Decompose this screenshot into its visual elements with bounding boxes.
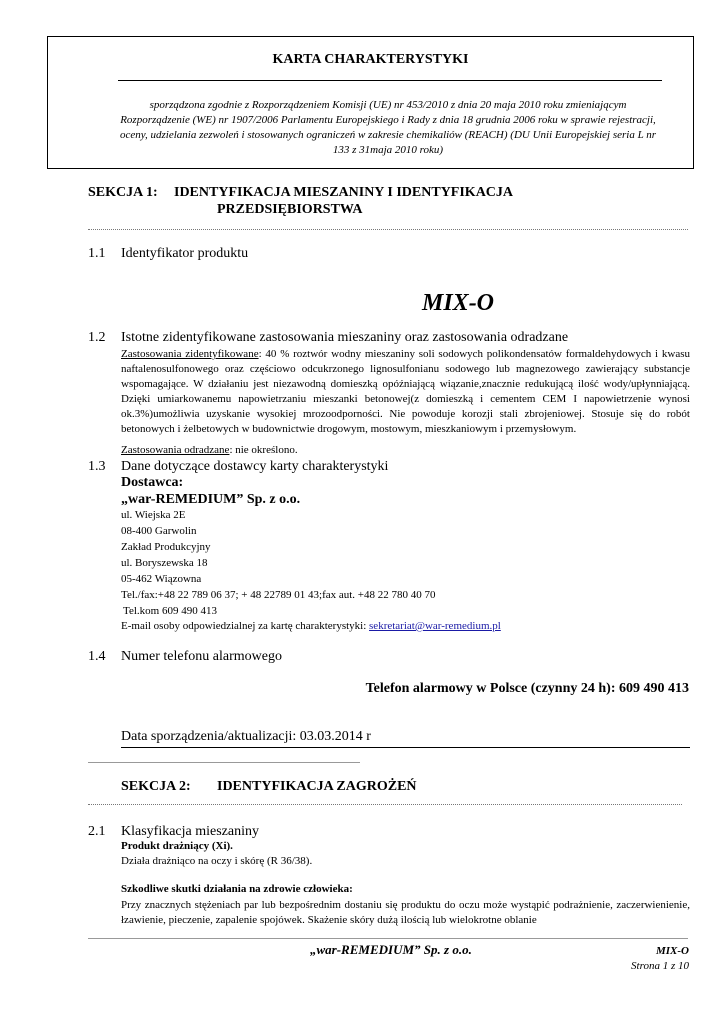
supplier-company: „war-REMEDIUM” Sp. z o.o. [121,492,301,507]
subsection-1-3-title: Dane dotyczące dostawcy karty charakterystyki [121,459,389,474]
identified-uses-paragraph [121,347,690,437]
section1-label: SEKCJA 1: [88,185,158,200]
email-link[interactable]: sekretariat@war-remedium.pl [369,620,501,632]
subsection-1-2-number: 1.2 [88,330,106,345]
document-title: KARTA CHARAKTERYSTYKI [272,52,469,67]
health-effects-text: Przy znacznych stężeniach par lub bezpośrednim dostaniu się produktu do oczu może wystąpić podrażnienie, zaczerwienienie, łzawienie, pieczenie, zapalenie spojówek. Skażenie skóry dużą ilością lub wielokrotne oblanie [121,899,690,926]
footer-company: „war-REMEDIUM” Sp. z o.o. [310,942,472,957]
footer-divider [88,938,688,939]
subtitle-line: 133 z 31maja 2010 roku) [332,144,444,156]
email-label: E-mail osoby odpowiedzialnej za kartę charakterystyki: [121,620,370,632]
regulation-subtitle [82,98,694,158]
section2-divider [88,804,682,805]
title-divider [118,80,662,81]
identified-uses-label: Zastosowania zidentyfikowane [121,348,259,360]
address-line: 08-400 Garwolin [121,525,197,537]
discouraged-uses-text: : nie określono. [229,444,298,456]
subtitle-line: oceny, udzielania zezwoleń i stosowanych ograniczeń w zakresie chemikaliów (REACH) (DU Unii Europejskiej seria L nr [119,129,657,141]
mobile-phone: Tel.kom 609 490 413 [123,605,217,617]
health-effects-heading: Szkodliwe skutki działania na zdrowie człowieka: [121,883,353,895]
subtitle-line: sporządzona zgodnie z Rozporządzeniem Komisji (UE) nr 453/2010 z dnia 20 maja 2010 roku zmieniającym [149,99,627,111]
classification-effect: Działa drażniąco na oczy i skórę (R 36/38). [121,855,313,867]
subsection-2-1-number: 2.1 [88,824,106,839]
product-name: MIX-O [422,290,495,316]
address-line: ul. Wiejska 2E [121,509,186,521]
email-line [121,620,501,632]
section1-divider [88,229,688,230]
footer-product: MIX-O [655,945,689,957]
section1-title-line2: PRZEDSIĘBIORSTWA [217,202,363,217]
footer-page-number: Strona 1 z 10 [631,960,689,972]
phone-fax: Tel./fax:+48 22 789 06 37; + 48 22789 01 43;fax aut. +48 22 780 40 70 [121,589,436,601]
subsection-1-4-title: Numer telefonu alarmowego [121,649,282,664]
short-divider [88,762,360,763]
alarm-phone: Telefon alarmowy w Polsce (czynny 24 h): 609 490 413 [365,681,689,696]
section2-label: SEKCJA 2: [121,779,191,794]
classification: Produkt drażniący (Xi). [121,840,233,852]
section2-title: IDENTYFIKACJA ZAGROŻEŃ [217,779,417,794]
discouraged-uses-label: Zastosowania odradzane [121,444,230,456]
subsection-2-1-title: Klasyfikacja mieszaniny [121,824,260,839]
subtitle-line: Rozporządzenie (WE) nr 1907/2006 Parlamentu Europejskiego i Rady z dnia 18 grudnia 2006 roku w sprawie rejestracji, [120,114,656,126]
subsection-1-4-number: 1.4 [88,649,106,664]
subsection-1-3-number: 1.3 [88,459,106,474]
date-underline [121,747,690,748]
section1-title-line1: IDENTYFIKACJA MIESZANINY I IDENTYFIKACJA [174,185,514,200]
identified-uses-text: : 40 % roztwór wodny mieszaniny soli sodowych polikondensatów formaldehydowych i kwasu naftalenosulfonowego oraz częściowo odcukrzonego lignosulfonianu sodowego lub magnezowego zawierający substancje wspomagające. W działaniu jest niezawodną domieszką opóźniającą wiązanie,znacznie redukującą ilość wody/upłynniającą. Dzięki umiarkowanemu napowietrzaniu mieszanki betonowej(z domieszką i cementem CEM I napowietrzenie wynosi ok.3%)umożliwia uzyskanie wysokiej mrozoodporności. Nie powoduje korozji stali zbrojeniowej. Stosuje się do robót betonowych i żelbetowych w budownictwie drogowym, mostowym, mieszkaniowym i przemysłowym. [121,348,690,435]
address-line: 05-462 Wiązowna [121,573,202,585]
subsection-1-1-number: 1.1 [88,246,106,261]
supplier-address [121,507,436,619]
supplier-label: Dostawca: [121,475,184,490]
subsection-1-2-title: Istotne zidentyfikowane zastosowania mieszaniny oraz zastosowania odradzane [121,330,569,345]
subsection-1-1-title: Identyfikator produktu [121,246,249,261]
address-line: Zakład Produkcyjny [121,541,211,553]
address-line: ul. Boryszewska 18 [121,557,208,569]
date-line: Data sporządzenia/aktualizacji: 03.03.2014 r [121,729,371,744]
discouraged-uses-paragraph [121,443,690,458]
